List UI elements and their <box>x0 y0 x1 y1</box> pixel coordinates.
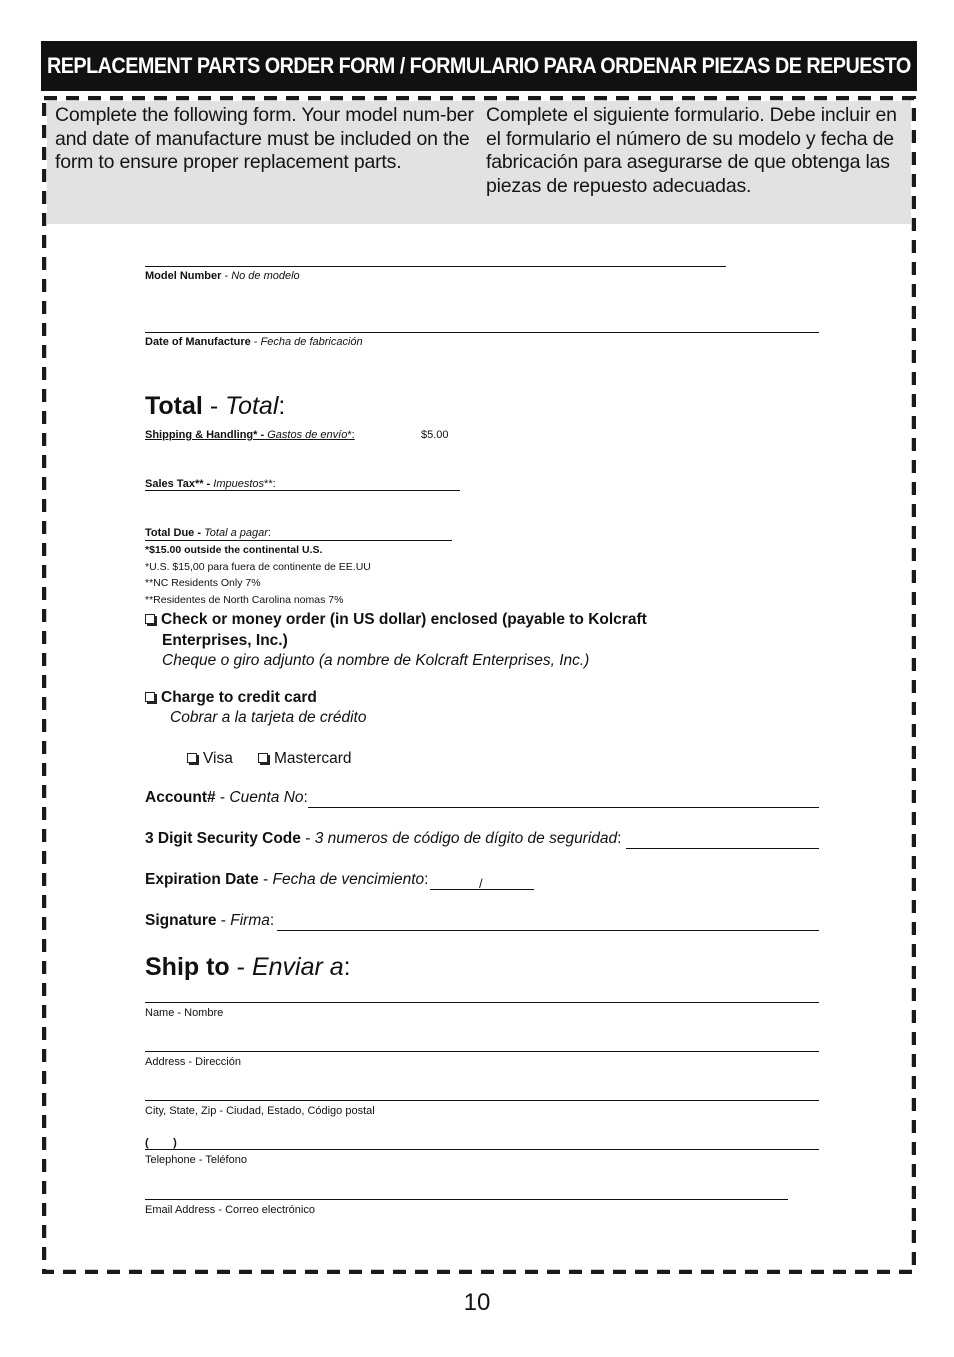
page-number: 10 <box>463 1289 491 1316</box>
mastercard-checkbox[interactable] <box>258 753 268 763</box>
total-due-label-en: Total Due - <box>145 527 202 539</box>
mastercard-option[interactable] <box>258 748 352 769</box>
total-heading-colon: : <box>278 392 286 420</box>
model-number-label <box>145 270 300 282</box>
credit-card-label-es-wrap <box>170 707 366 728</box>
total-heading-en: Total <box>145 392 203 420</box>
visa-label: Visa <box>203 750 233 767</box>
sales-tax-line[interactable] <box>145 490 460 491</box>
credit-card-option[interactable] <box>145 687 317 708</box>
signature-field[interactable] <box>277 930 819 931</box>
model-number-sep: - <box>221 270 232 282</box>
signature-label-en: Signature <box>145 912 217 929</box>
shipping-handling-row <box>145 429 451 441</box>
email-label-es: Correo electrónico <box>225 1204 315 1216</box>
signature-colon: : <box>269 912 275 929</box>
date-of-manufacture-label-es: Fecha de fabricación <box>260 336 363 348</box>
credit-card-label-es: Cobrar a la tarjeta de crédito <box>170 709 367 726</box>
signature-label-es: Firma <box>230 912 270 929</box>
check-label-line2: Enterprises, Inc.) <box>162 632 288 649</box>
check-label-line2-wrap <box>162 630 288 651</box>
address-field[interactable] <box>145 1051 819 1052</box>
telephone-label-es: Teléfono <box>205 1154 247 1166</box>
note-nc-residents-es: **Residentes de North Carolina nomas 7% <box>145 594 344 606</box>
expiration-sep: - <box>258 871 273 888</box>
city-state-zip-field[interactable] <box>145 1100 819 1101</box>
model-number-label-es: No de modelo <box>231 270 300 282</box>
email-label-en: Email Address <box>145 1204 216 1216</box>
date-of-manufacture-line[interactable] <box>145 332 819 333</box>
total-heading-es: Total <box>225 392 279 420</box>
sales-tax-suffix: **: <box>264 478 276 490</box>
telephone-field[interactable] <box>145 1149 819 1150</box>
telephone-label <box>145 1154 247 1166</box>
security-colon: : <box>617 830 622 847</box>
address-dash: - <box>185 1056 196 1068</box>
expiration-colon: : <box>424 871 429 888</box>
name-dash: - <box>174 1007 185 1019</box>
check-option[interactable] <box>145 609 647 630</box>
form-title: REPLACEMENT PARTS ORDER FORM / FORMULARIO PARA ORDENAR PIEZAS DE REPUESTO <box>47 53 911 78</box>
address-label-es: Dirección <box>195 1056 241 1068</box>
sales-tax-label-en: Sales Tax** - <box>145 478 211 490</box>
note-nc-residents: **NC Residents Only 7% <box>145 577 261 589</box>
shipping-amount: $5.00 <box>421 429 449 441</box>
total-due-label-es: Total a pagar <box>204 527 268 539</box>
ship-to-heading-en: Ship to <box>145 953 230 981</box>
security-label-en: 3 Digit Security Code <box>145 830 301 847</box>
security-label-es: 3 numeros de código de dígito de seguridad <box>314 830 618 847</box>
shipping-label-es: Gastos de envío <box>267 429 348 441</box>
address-label-en: Address <box>145 1056 186 1068</box>
ship-to-heading <box>145 953 351 982</box>
account-number-label <box>145 789 308 807</box>
note-shipping-outside-us-es: *U.S. $15,00 para fuera de continente de EE.UU <box>145 561 371 573</box>
date-of-manufacture-sep: - <box>250 336 261 348</box>
visa-option[interactable] <box>187 748 233 769</box>
account-label-es: Cuenta No <box>229 789 304 806</box>
mastercard-label: Mastercard <box>274 750 352 767</box>
ship-to-heading-colon: : <box>343 953 351 981</box>
credit-card-label: Charge to credit card <box>161 689 317 706</box>
total-due-line[interactable] <box>145 540 452 541</box>
name-field[interactable] <box>145 1002 819 1003</box>
check-label-es-wrap <box>162 650 589 671</box>
ship-to-heading-sep: - <box>229 953 252 981</box>
total-due-suffix: : <box>267 527 271 539</box>
account-sep: - <box>215 789 230 806</box>
check-label-es: Cheque o giro adjunto (a nombre de Kolcraft Enterprises, Inc.) <box>162 652 590 669</box>
form-title-bar <box>41 41 917 91</box>
telephone-dash: - <box>195 1154 206 1166</box>
email-field[interactable] <box>145 1199 788 1200</box>
sales-tax-row <box>145 478 276 490</box>
address-label <box>145 1056 241 1068</box>
account-colon: : <box>303 789 308 806</box>
city-dash: - <box>216 1105 227 1117</box>
name-label <box>145 1007 223 1019</box>
instructions-spanish: Complete el siguiente formulario. Debe incluir en el formulario el número de su modelo y fecha de fabricación para asegurarse de que obtenga las piezas de repuesto adecuadas. <box>486 104 897 197</box>
phone-area-code: ( ) <box>145 1137 177 1149</box>
city-state-zip-label <box>145 1105 375 1117</box>
expiration-slash: / <box>479 876 483 891</box>
email-label <box>145 1204 315 1216</box>
account-number-field[interactable] <box>308 807 819 808</box>
expiration-date-label <box>145 871 428 889</box>
date-of-manufacture-label <box>145 336 363 348</box>
ship-to-heading-es: Enviar a <box>251 953 344 981</box>
total-heading <box>145 392 285 421</box>
instructions-panel <box>47 101 911 224</box>
visa-checkbox[interactable] <box>187 753 197 763</box>
security-code-field[interactable] <box>626 848 819 849</box>
model-number-label-en: Model Number <box>145 270 222 282</box>
check-label-line1: Check or money order (in US dollar) enclosed (payable to Kolcraft <box>161 611 647 628</box>
email-dash: - <box>215 1204 226 1216</box>
name-label-en: Name <box>145 1007 175 1019</box>
expiration-label-en: Expiration Date <box>145 871 259 888</box>
security-code-label <box>145 830 621 848</box>
security-sep: - <box>300 830 315 847</box>
name-label-es: Nombre <box>184 1007 224 1019</box>
credit-card-checkbox[interactable] <box>145 692 155 702</box>
shipping-suffix: *: <box>347 429 355 441</box>
telephone-label-en: Telephone <box>145 1154 196 1166</box>
instructions-english: Complete the following form. Your model num-ber and date of manufacture must be included on the form to ensure proper replacement parts. <box>55 104 474 173</box>
total-due-row <box>145 527 271 539</box>
check-checkbox[interactable] <box>145 614 155 624</box>
total-heading-sep: - <box>202 392 226 420</box>
shipping-label-en: Shipping & Handling* - <box>145 429 265 441</box>
signature-sep: - <box>216 912 231 929</box>
signature-label <box>145 912 274 930</box>
city-label-en: City, State, Zip <box>145 1105 217 1117</box>
note-shipping-outside-us: *$15.00 outside the continental U.S. <box>145 544 323 556</box>
city-label-es: Ciudad, Estado, Código postal <box>226 1105 375 1117</box>
account-label-en: Account# <box>145 789 216 806</box>
date-of-manufacture-label-en: Date of Manufacture <box>145 336 251 348</box>
expiration-label-es: Fecha de vencimiento <box>272 871 425 888</box>
sales-tax-label-es: Impuestos <box>213 478 265 490</box>
model-number-line[interactable] <box>145 266 726 267</box>
